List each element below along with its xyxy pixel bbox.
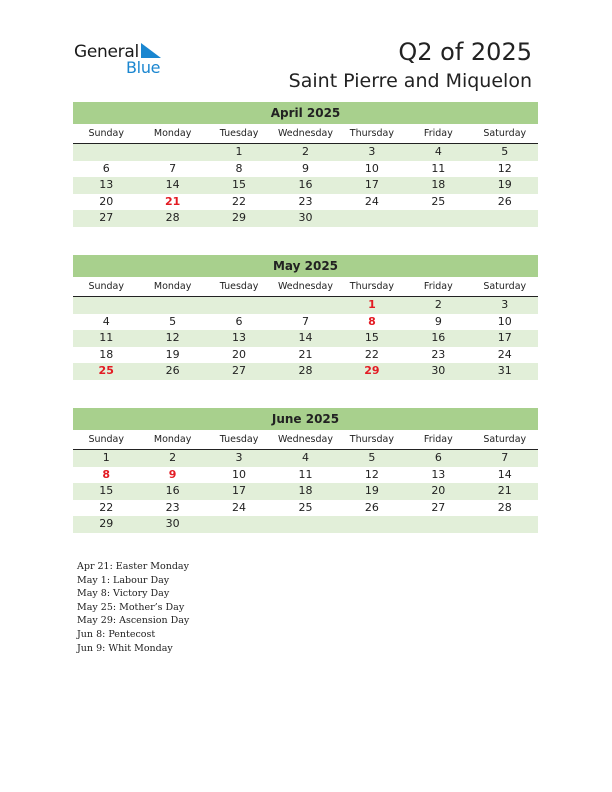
month-grid [73, 144, 538, 227]
week-row [73, 347, 538, 364]
day-cell: 19 [497, 178, 512, 192]
week-row [73, 467, 538, 484]
day-cell: 26 [497, 194, 512, 208]
weekday-label: Monday [153, 128, 192, 139]
day-cell: 3 [368, 145, 376, 158]
day-cell: 13 [99, 178, 114, 192]
day-cell: 13 [431, 467, 446, 481]
weekday-label: Monday [153, 281, 192, 292]
month-june [73, 408, 538, 533]
day-cell: 28 [497, 500, 512, 514]
day-cell: 22 [364, 347, 379, 361]
day-cell: 4 [102, 314, 110, 328]
weekday-label: Wednesday [277, 281, 333, 292]
day-cell [272, 516, 338, 533]
day-cell: 2 [434, 298, 442, 311]
month-header: April 2025 [73, 102, 538, 124]
week-row [73, 500, 538, 517]
weekday-label: Wednesday [277, 434, 333, 445]
day-cell: 3 [501, 298, 509, 311]
day-cell [405, 516, 471, 533]
day-cell: 20 [431, 484, 446, 498]
weekday-label: Sunday [88, 434, 124, 445]
day-cell [139, 144, 205, 161]
holiday-note: Jun 9: Whit Monday [77, 642, 173, 654]
day-cell: 22 [232, 194, 247, 208]
day-cell: 1 [102, 451, 110, 464]
month-header: June 2025 [73, 408, 538, 430]
day-cell: 19 [165, 347, 180, 361]
day-cell: 28 [298, 364, 313, 378]
day-cell: 27 [431, 500, 446, 514]
month-header: May 2025 [73, 255, 538, 277]
day-cell [73, 144, 139, 161]
day-cell: 11 [431, 161, 446, 175]
holiday-day-cell: 9 [168, 467, 177, 481]
day-cell [339, 516, 405, 533]
holiday-day-cell: 8 [102, 467, 111, 481]
day-cell: 20 [232, 347, 247, 361]
day-cell: 6 [434, 451, 442, 464]
week-row [73, 483, 538, 500]
day-cell: 13 [232, 331, 247, 345]
weekday-header-row [73, 430, 538, 450]
day-cell: 2 [301, 145, 309, 158]
weekday-label: Monday [153, 434, 192, 445]
day-cell: 4 [301, 451, 309, 464]
day-cell: 1 [235, 145, 243, 158]
day-cell [472, 210, 538, 227]
page-subtitle: Saint Pierre and Miquelon [288, 70, 532, 92]
day-cell: 2 [169, 451, 177, 464]
logo-triangle-icon [141, 43, 163, 59]
day-cell: 17 [232, 484, 247, 498]
day-cell: 15 [99, 484, 114, 498]
weekday-label: Tuesday [219, 281, 259, 292]
day-cell: 11 [99, 331, 114, 345]
day-cell [206, 516, 272, 533]
day-cell: 14 [497, 467, 512, 481]
day-cell: 23 [431, 347, 446, 361]
day-cell: 28 [165, 211, 180, 225]
logo-word-blue: Blue [126, 58, 161, 77]
holiday-notes [77, 560, 189, 655]
day-cell: 18 [99, 347, 114, 361]
holiday-note: May 1: Labour Day [77, 574, 170, 586]
week-row [73, 516, 538, 533]
day-cell: 25 [431, 194, 446, 208]
weekday-label: Thursday [349, 434, 394, 445]
day-cell: 4 [434, 145, 442, 158]
day-cell: 12 [165, 331, 180, 345]
day-cell: 29 [99, 517, 114, 531]
weekday-label: Friday [423, 128, 453, 139]
month-grid [73, 297, 538, 380]
weekday-header-row [73, 124, 538, 144]
day-cell: 27 [99, 211, 114, 225]
holiday-day-cell: 1 [368, 298, 376, 311]
weekday-label: Saturday [483, 434, 527, 445]
day-cell: 5 [368, 451, 376, 464]
day-cell: 22 [99, 500, 114, 514]
week-row [73, 144, 538, 161]
week-row [73, 297, 538, 314]
holiday-note: May 8: Victory Day [77, 588, 170, 600]
day-cell: 7 [501, 451, 509, 464]
week-row [73, 161, 538, 178]
day-cell: 10 [364, 161, 379, 175]
day-cell: 27 [232, 364, 247, 378]
day-cell: 24 [364, 194, 379, 208]
holiday-day-cell: 8 [368, 314, 376, 328]
week-row [73, 363, 538, 380]
week-row [73, 177, 538, 194]
day-cell: 15 [364, 331, 379, 345]
day-cell: 8 [235, 161, 243, 175]
month-april [73, 102, 538, 227]
day-cell: 20 [99, 194, 114, 208]
day-cell: 24 [497, 347, 512, 361]
holiday-day-cell: 21 [164, 194, 181, 208]
day-cell: 30 [165, 517, 180, 531]
day-cell: 10 [497, 314, 512, 328]
week-row [73, 194, 538, 211]
day-cell: 9 [301, 161, 309, 175]
holiday-note: Jun 8: Pentecost [77, 628, 156, 640]
day-cell: 7 [169, 161, 177, 175]
logo [74, 42, 174, 78]
logo-word-general: General [74, 42, 139, 62]
day-cell: 31 [497, 364, 512, 378]
weekday-label: Tuesday [219, 434, 259, 445]
day-cell: 14 [165, 178, 180, 192]
day-cell: 26 [165, 364, 180, 378]
weekday-label: Friday [423, 434, 453, 445]
weekday-label: Thursday [349, 128, 394, 139]
day-cell [206, 297, 272, 314]
month-grid [73, 450, 538, 533]
day-cell: 23 [298, 194, 313, 208]
day-cell: 5 [501, 145, 509, 158]
page-title: Q2 of 2025 [398, 38, 532, 66]
day-cell: 6 [235, 314, 243, 328]
week-row [73, 450, 538, 467]
month-may [73, 255, 538, 380]
week-row [73, 330, 538, 347]
day-cell: 17 [497, 331, 512, 345]
day-cell: 16 [431, 331, 446, 345]
day-cell: 14 [298, 331, 313, 345]
day-cell: 26 [364, 500, 379, 514]
weekday-label: Sunday [88, 281, 124, 292]
day-cell [405, 210, 471, 227]
day-cell: 11 [298, 467, 313, 481]
day-cell [472, 516, 538, 533]
day-cell [139, 297, 205, 314]
day-cell: 3 [235, 451, 243, 464]
day-cell: 6 [102, 161, 110, 175]
weekday-header-row [73, 277, 538, 297]
day-cell: 18 [298, 484, 313, 498]
week-row [73, 314, 538, 331]
weekday-label: Tuesday [219, 128, 259, 139]
day-cell: 21 [497, 484, 512, 498]
day-cell: 25 [298, 500, 313, 514]
day-cell: 21 [298, 347, 313, 361]
weekday-label: Saturday [483, 128, 527, 139]
weekday-label: Thursday [349, 281, 394, 292]
holiday-day-cell: 29 [364, 364, 380, 378]
day-cell: 30 [298, 211, 313, 225]
week-row [73, 210, 538, 227]
weekday-label: Friday [423, 281, 453, 292]
day-cell: 7 [301, 314, 309, 328]
holiday-day-cell: 25 [98, 364, 114, 378]
day-cell: 18 [431, 178, 446, 192]
weekday-label: Saturday [483, 281, 527, 292]
day-cell: 9 [434, 314, 442, 328]
day-cell [272, 297, 338, 314]
holiday-note: May 25: Mother’s Day [77, 601, 185, 613]
day-cell: 29 [232, 211, 247, 225]
holiday-note: Apr 21: Easter Monday [77, 561, 189, 572]
day-cell: 16 [165, 484, 180, 498]
day-cell: 12 [497, 161, 512, 175]
day-cell: 12 [364, 467, 379, 481]
day-cell [73, 297, 139, 314]
day-cell: 10 [232, 467, 247, 481]
day-cell: 24 [232, 500, 247, 514]
day-cell: 16 [298, 178, 313, 192]
day-cell: 19 [364, 484, 379, 498]
day-cell: 30 [431, 364, 446, 378]
day-cell: 23 [165, 500, 180, 514]
day-cell: 5 [169, 314, 177, 328]
weekday-label: Sunday [88, 128, 124, 139]
day-cell [339, 210, 405, 227]
holiday-note: May 29: Ascension Day [77, 615, 190, 627]
day-cell: 15 [232, 178, 247, 192]
day-cell: 17 [364, 178, 379, 192]
weekday-label: Wednesday [277, 128, 333, 139]
